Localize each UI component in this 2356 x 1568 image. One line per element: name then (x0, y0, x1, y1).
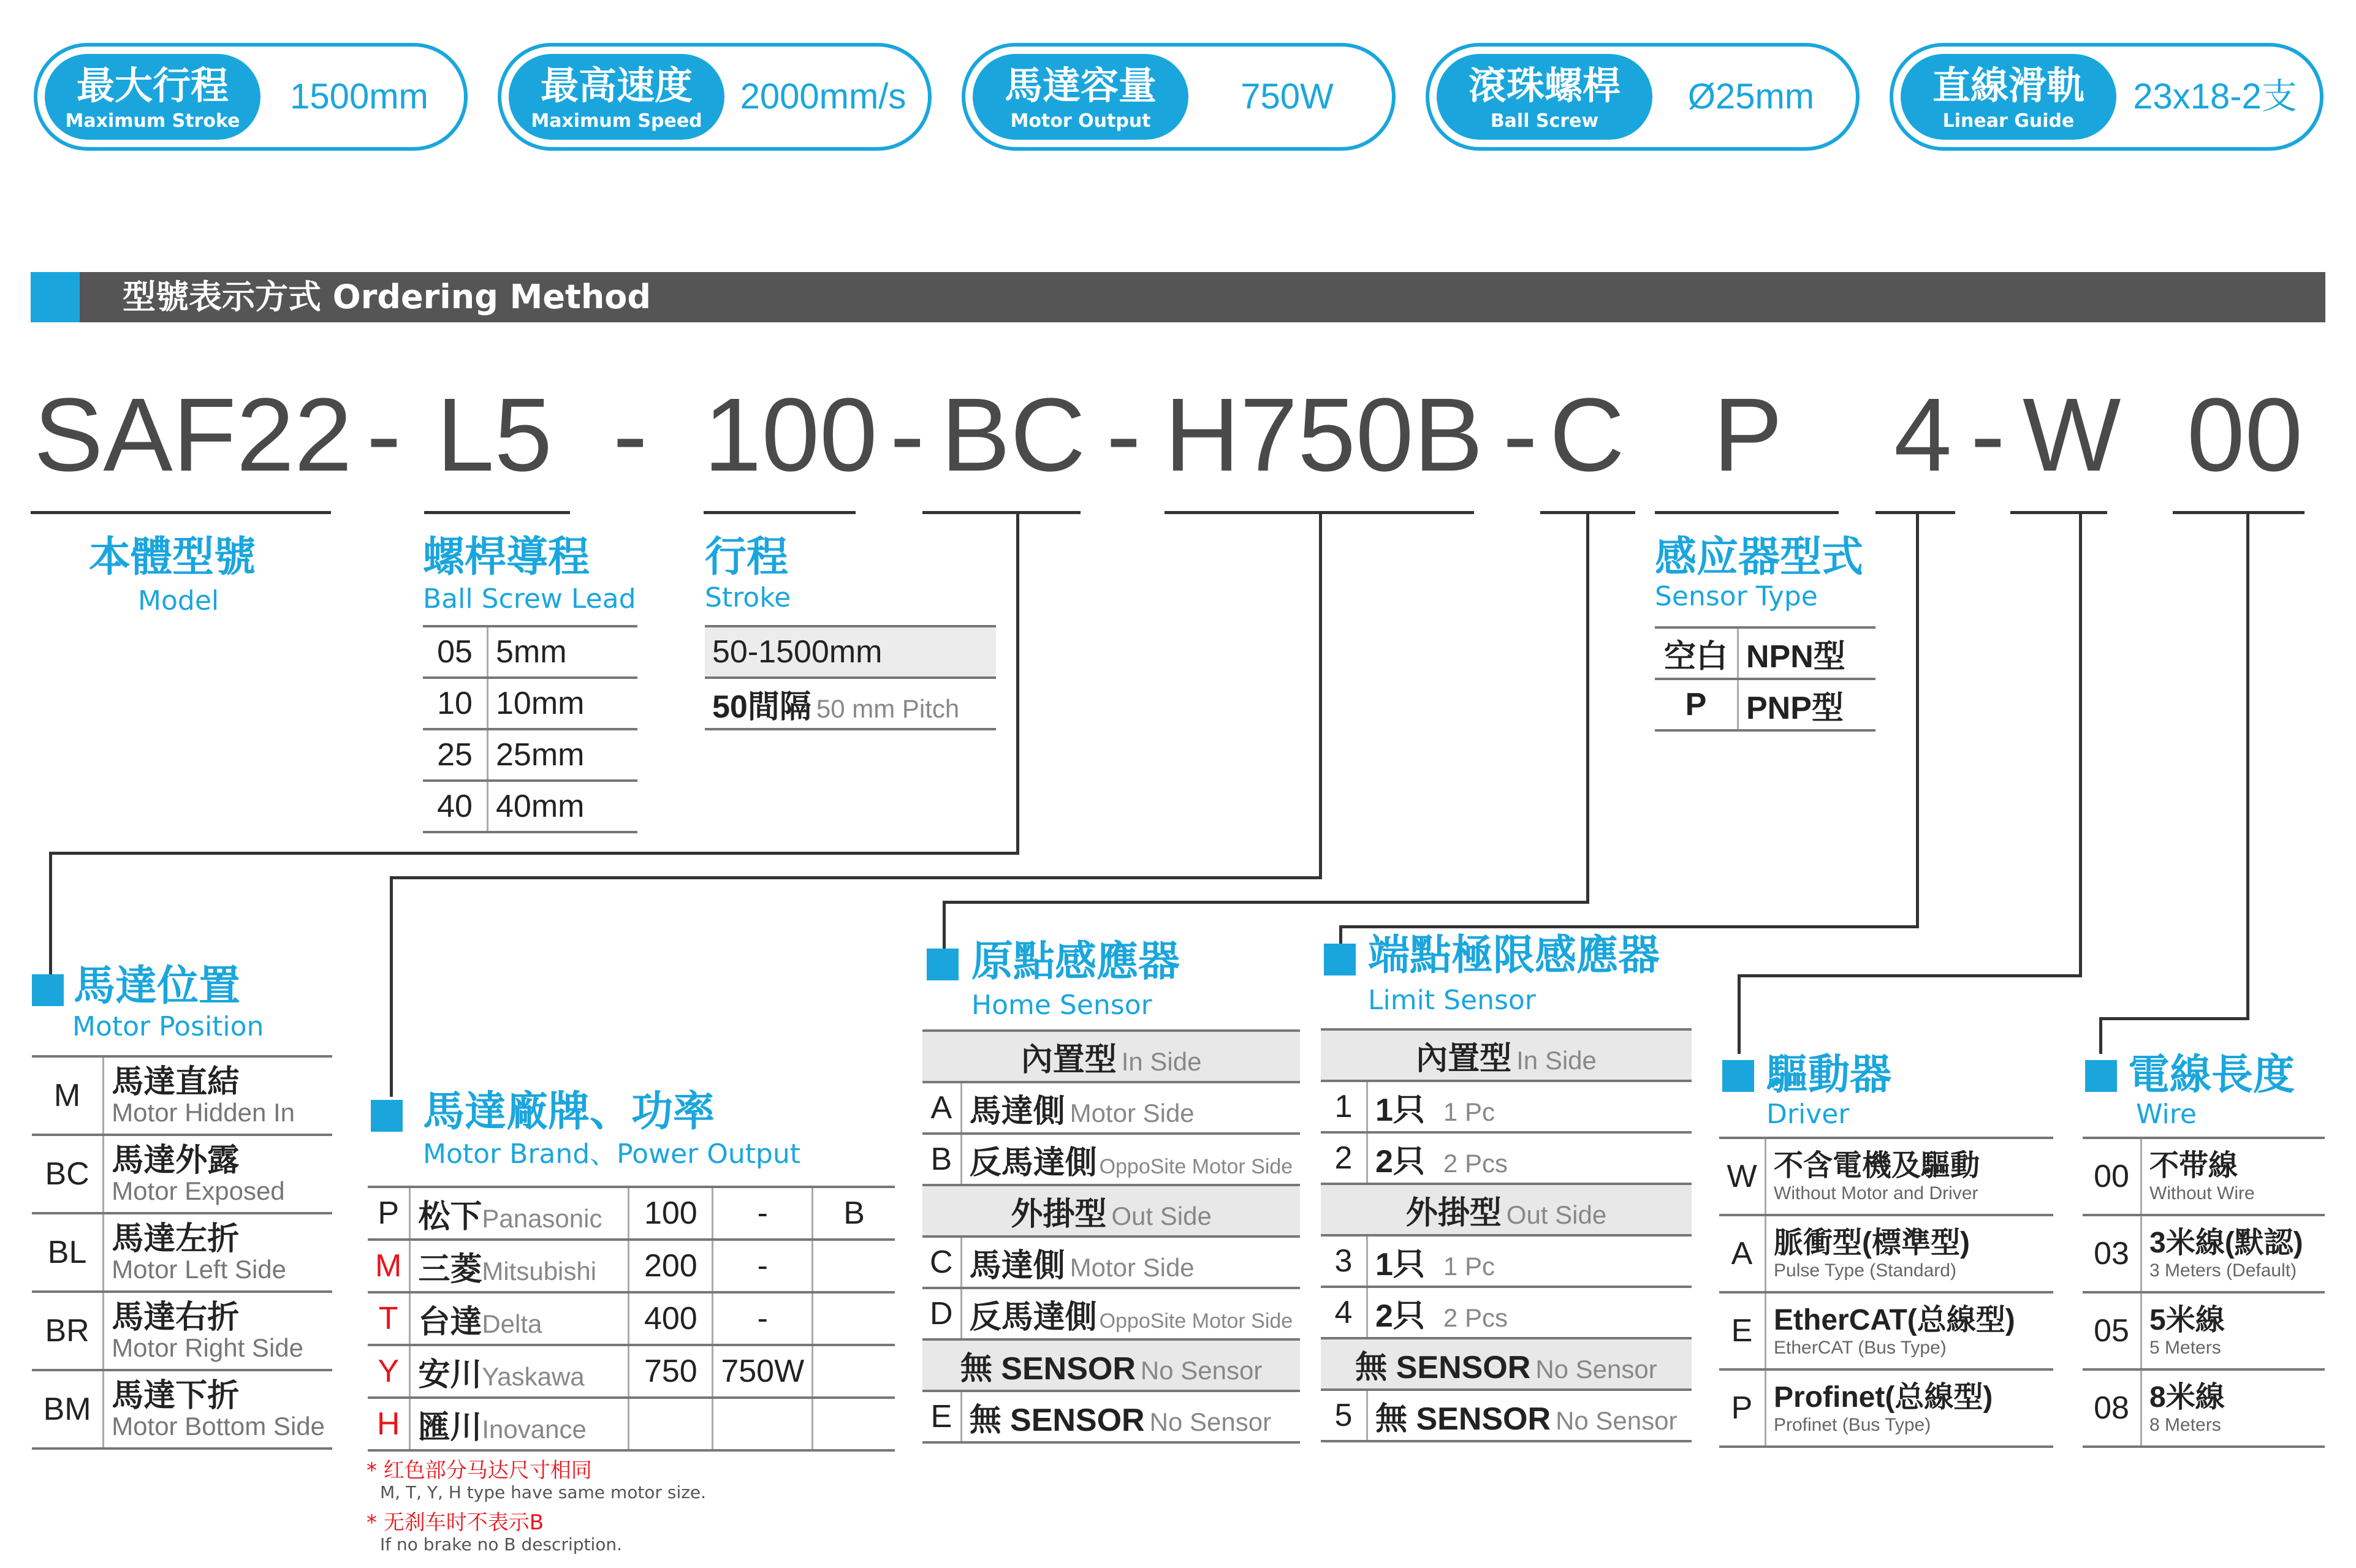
spec-label: 直線滑軌 (1932, 63, 2084, 108)
table-row (1321, 1081, 1692, 1132)
sensor-type-heading-en: Sensor Type (1655, 581, 1818, 612)
brand-code: P (368, 1187, 410, 1240)
limit-group-none: 無 SENSOR (1355, 1349, 1531, 1385)
wire-zh: 8米線 (2149, 1381, 2225, 1414)
motor-position-table (32, 1055, 332, 1450)
spec-label: 最高速度 (540, 63, 693, 108)
code-underline (424, 511, 570, 514)
note-red-motor: * 红色部分马达尺寸相同 (367, 1458, 592, 1483)
brand-power-2: - (713, 1187, 813, 1240)
motor-position-heading-en: Motor Position (72, 1011, 264, 1042)
model-heading: 本體型號 (89, 533, 256, 581)
table-row (705, 626, 996, 678)
connector-line (49, 852, 1019, 855)
wire-code: 03 (2083, 1215, 2141, 1292)
section-square (2085, 1060, 2117, 1092)
motor-position-en: Motor Left Side (112, 1255, 286, 1284)
wire-zh: 5米線 (2149, 1304, 2225, 1336)
brand-zh: 松下 (418, 1199, 482, 1235)
limit-zh: 2只 (1375, 1143, 1425, 1180)
stroke-pitch-en: 50 mm Pitch (816, 694, 960, 723)
lead-code: 25 (423, 729, 488, 781)
brand-power: 750 (629, 1345, 713, 1398)
home-group-outside-en: Out Side (1111, 1201, 1212, 1230)
model-heading-en: Model (138, 585, 219, 616)
sensor-type-heading: 感应器型式 (1655, 533, 1864, 581)
brand-power-2: 750W (713, 1345, 813, 1398)
table-row (1655, 679, 1875, 730)
limit-sensor-heading-en: Limit Sensor (1368, 985, 1536, 1016)
brand-code: T (368, 1292, 410, 1345)
code-dash: - (1970, 377, 2005, 493)
table-row (2083, 1138, 2325, 1215)
home-group-none: 無 SENSOR (960, 1350, 1136, 1387)
table-row (922, 1391, 1300, 1442)
driver-zh: EtherCAT(总線型) (1774, 1304, 2015, 1336)
spec-value: Ø25mm (1687, 77, 1815, 116)
table-row (368, 1240, 895, 1292)
table-row (922, 1339, 1300, 1391)
driver-heading: 驅動器 (1766, 1051, 1892, 1099)
table-row (32, 1213, 332, 1292)
limit-en: 2 Pcs (1443, 1148, 1508, 1178)
table-row (2083, 1369, 2325, 1447)
code-driver: W (2023, 377, 2121, 493)
lead-value: 10mm (488, 678, 638, 729)
sensor-type-table (1655, 626, 1875, 732)
driver-table (1719, 1137, 2053, 1448)
home-sensor-heading-en: Home Sensor (971, 990, 1152, 1021)
motor-position-code: BM (32, 1370, 104, 1449)
code-limit-sensor: 4 (1894, 377, 1952, 493)
wire-zh: 不带線 (2149, 1149, 2238, 1182)
driver-en: Without Motor and Driver (1774, 1183, 1978, 1203)
table-row (922, 1134, 1300, 1185)
motor-position-zh: 馬達直結 (112, 1064, 240, 1100)
sensor-type-code: P (1655, 679, 1738, 730)
driver-zh: 脈衝型(標準型) (1774, 1227, 1970, 1259)
code-underline (2010, 511, 2107, 514)
home-group-outside: 外掛型 (1011, 1196, 1107, 1232)
wire-en: 5 Meters (2149, 1338, 2221, 1358)
code-dash: - (367, 377, 401, 493)
stroke-pitch: 50間隔 (712, 689, 811, 725)
table-row (1719, 1292, 2053, 1369)
spec-badge (1437, 54, 1652, 140)
motor-position-zh: 馬達左折 (112, 1221, 240, 1257)
note-brake: * 无刹车时不表示B (367, 1510, 544, 1535)
table-row (32, 1056, 332, 1135)
limit-code: 4 (1321, 1287, 1367, 1338)
table-row (32, 1135, 332, 1213)
table-row (922, 1237, 1300, 1288)
table-row (1321, 1235, 1692, 1287)
limit-en: 1 Pc (1443, 1097, 1495, 1126)
spec-badge (509, 54, 724, 140)
connector-line (1586, 511, 1589, 903)
home-code: E (922, 1391, 961, 1442)
code-dash: - (890, 377, 925, 493)
wire-code: 05 (2083, 1292, 2141, 1369)
motor-position-code: BR (32, 1292, 104, 1370)
motor-position-code: BL (32, 1213, 104, 1292)
table-row (1321, 1132, 1692, 1184)
motor-brand-heading: 馬達廠牌、功率 (423, 1088, 715, 1136)
table-row (1719, 1215, 2053, 1292)
home-group-none-en: No Sensor (1140, 1355, 1263, 1385)
spec-label-en: Ball Screw (1490, 110, 1599, 132)
spec-label: 馬達容量 (1004, 63, 1157, 108)
motor-brand-table (368, 1186, 895, 1452)
driver-code: A (1719, 1215, 1766, 1292)
motor-position-en: Motor Right Side (112, 1333, 303, 1362)
home-sensor-table (922, 1029, 1300, 1444)
table-row (1321, 1338, 1692, 1390)
lead-heading: 螺桿導程 (423, 533, 590, 581)
connector-line (2079, 511, 2082, 977)
limit-code: 5 (1321, 1390, 1367, 1441)
wire-zh: 3米線(默認) (2149, 1227, 2303, 1259)
table-row (1321, 1287, 1692, 1338)
code-stroke: 100 (704, 377, 878, 493)
table-row (423, 678, 637, 729)
home-en: Motor Side (1070, 1252, 1195, 1282)
code-home-sensor: C (1549, 377, 1625, 493)
driver-code: W (1719, 1138, 1766, 1215)
limit-group-none-en: No Sensor (1535, 1354, 1657, 1384)
table-row (423, 626, 637, 678)
motor-position-zh: 馬達外露 (112, 1143, 240, 1178)
wire-code: 08 (2083, 1369, 2141, 1447)
home-code: D (922, 1288, 961, 1339)
brand-code: Y (368, 1345, 410, 1398)
code-lead: L5 (436, 377, 553, 493)
home-zh: 反馬達側 (969, 1145, 1097, 1181)
home-en: Motor Side (1070, 1098, 1195, 1127)
limit-sensor-table (1321, 1028, 1692, 1442)
spec-badge (45, 54, 260, 140)
driver-en: Pulse Type (Standard) (1774, 1260, 1956, 1281)
connector-line (943, 901, 1589, 904)
home-sensor-heading: 原點感應器 (971, 937, 1180, 986)
section-square (1722, 1060, 1754, 1092)
brand-en: Yaskawa (482, 1362, 585, 1391)
table-row (423, 729, 637, 781)
limit-zh: 1只 (1375, 1092, 1425, 1128)
spec-badge (973, 54, 1188, 140)
table-row (1321, 1029, 1692, 1081)
brand-zh: 安川 (418, 1357, 482, 1393)
home-en: OppoSite Motor Side (1099, 1154, 1293, 1178)
table-row (368, 1292, 895, 1345)
limit-en: 1 Pc (1443, 1251, 1495, 1281)
driver-code: E (1719, 1292, 1766, 1369)
limit-en: No Sensor (1556, 1406, 1678, 1435)
lead-heading-en: Ball Screw Lead (423, 583, 636, 615)
spec-label-en: Motor Output (1010, 110, 1151, 132)
wire-heading: 電線長度 (2128, 1051, 2295, 1099)
code-model: SAF22 (34, 377, 352, 493)
connector-line (2099, 1017, 2249, 1020)
connector-line (390, 876, 393, 1097)
code-motor-brand: H750B (1165, 377, 1483, 493)
table-row (1321, 1184, 1692, 1235)
limit-group-inside: 內置型 (1416, 1040, 1512, 1077)
stroke-range: 50-1500mm (705, 626, 996, 678)
brand-brake (813, 1240, 895, 1292)
brand-power-2 (713, 1398, 813, 1450)
lead-value: 40mm (488, 781, 638, 832)
spec-label-en: Maximum Stroke (65, 110, 240, 132)
table-row (922, 1288, 1300, 1339)
sensor-type-value: PNP型 (1738, 679, 1876, 730)
spec-value: 750W (1241, 77, 1334, 116)
driver-en: EtherCAT (Bus Type) (1774, 1338, 1947, 1358)
brand-zh: 台達 (418, 1304, 482, 1340)
lead-code: 40 (423, 781, 488, 832)
brand-zh: 三菱 (418, 1251, 482, 1287)
connector-line (1016, 511, 1019, 854)
table-row (922, 1031, 1300, 1082)
spec-pill-motor (962, 43, 1396, 151)
brand-code: M (368, 1240, 410, 1292)
table-row (1655, 627, 1875, 679)
stroke-table (705, 625, 996, 730)
table-row (705, 678, 996, 729)
table-row (32, 1292, 332, 1370)
connector-line (1916, 511, 1919, 928)
spec-label: 最大行程 (76, 63, 229, 108)
table-row (922, 1185, 1300, 1237)
driver-en: Profinet (Bus Type) (1774, 1415, 1931, 1435)
spec-value: 1500mm (290, 77, 428, 116)
brand-en: Delta (482, 1309, 542, 1338)
connector-line (390, 876, 1322, 879)
motor-position-heading: 馬達位置 (74, 962, 241, 1010)
table-row (32, 1370, 332, 1449)
section-header (31, 272, 2325, 322)
limit-sensor-heading: 端點極限感應器 (1368, 931, 1660, 980)
code-underline (2173, 511, 2305, 514)
table-row (922, 1082, 1300, 1134)
limit-en: 2 Pcs (1443, 1303, 1508, 1332)
brand-power: 200 (629, 1240, 713, 1292)
spec-pill-screw (1426, 43, 1860, 151)
lead-code: 10 (423, 678, 488, 729)
home-en: OppoSite Motor Side (1099, 1309, 1293, 1333)
wire-en: 8 Meters (2149, 1415, 2221, 1435)
brand-power (629, 1398, 713, 1450)
motor-position-zh: 馬達右折 (112, 1300, 240, 1335)
note-brake-en: If no brake no B description. (380, 1534, 623, 1555)
section-title: 型號表示方式 Ordering Method (123, 278, 652, 316)
section-square (927, 949, 959, 980)
sensor-type-code: 空白 (1655, 627, 1738, 679)
home-zh: 反馬達側 (969, 1299, 1097, 1335)
limit-group-outside-en: Out Side (1506, 1200, 1607, 1229)
section-square (1324, 944, 1356, 975)
code-dash: - (613, 377, 648, 493)
brand-power-2: - (713, 1240, 813, 1292)
connector-line (1738, 974, 1741, 1054)
connector-line (943, 901, 946, 950)
home-en: No Sensor (1149, 1407, 1272, 1436)
lead-code: 05 (423, 626, 488, 678)
brand-brake (813, 1345, 895, 1398)
home-group-inside-en: In Side (1121, 1047, 1202, 1076)
code-underline (1875, 511, 1955, 514)
table-row (423, 781, 637, 832)
brand-power: 100 (629, 1187, 713, 1240)
brand-zh: 匯川 (418, 1409, 482, 1445)
connector-line (2099, 1017, 2102, 1054)
sensor-type-value: NPN型 (1738, 627, 1876, 679)
connector-line (1339, 925, 1919, 928)
limit-code: 2 (1321, 1132, 1367, 1184)
code-dash: - (1503, 377, 1538, 493)
connector-line (1738, 974, 2082, 977)
code-sensor-type: P (1713, 377, 1783, 493)
brand-brake (813, 1398, 895, 1450)
wire-table (2083, 1137, 2325, 1448)
home-code: C (922, 1237, 961, 1288)
lead-value: 25mm (488, 729, 638, 781)
spec-pill-stroke (34, 43, 468, 151)
limit-code: 1 (1321, 1081, 1367, 1132)
motor-position-en: Motor Hidden In (112, 1098, 295, 1127)
code-underline (31, 511, 331, 514)
driver-zh: 不含電機及驅動 (1774, 1149, 1980, 1182)
connector-line (2246, 511, 2249, 1020)
motor-position-code: M (32, 1056, 104, 1135)
brand-brake: B (813, 1187, 895, 1240)
section-square (32, 974, 64, 1006)
motor-brand-heading-en: Motor Brand、Power Output (423, 1138, 801, 1170)
table-row (368, 1398, 895, 1450)
driver-zh: Profinet(总線型) (1774, 1381, 1993, 1414)
lead-table (423, 625, 637, 833)
home-code: A (922, 1082, 961, 1134)
table-row (368, 1345, 895, 1398)
table-row (368, 1187, 895, 1240)
motor-position-code: BC (32, 1135, 104, 1213)
table-row (1719, 1138, 2053, 1215)
limit-zh: 1只 (1375, 1246, 1425, 1282)
code-underline (704, 511, 856, 514)
home-group-inside: 內置型 (1020, 1042, 1117, 1078)
wire-code: 00 (2083, 1138, 2141, 1215)
motor-position-zh: 馬達下折 (112, 1378, 240, 1414)
spec-badge (1901, 54, 2116, 140)
brand-en: Panasonic (482, 1203, 602, 1233)
table-row (1321, 1390, 1692, 1441)
connector-line (1319, 511, 1322, 879)
spec-label-en: Linear Guide (1942, 110, 2075, 132)
limit-zh: 2只 (1375, 1298, 1425, 1334)
spec-pill-guide (1890, 43, 2324, 151)
wire-heading-en: Wire (2136, 1099, 2197, 1130)
motor-position-en: Motor Exposed (112, 1176, 285, 1205)
spec-value: 2000mm/s (740, 77, 906, 116)
spec-label-en: Maximum Speed (531, 110, 702, 132)
code-underline (1655, 511, 1839, 514)
brand-en: Inovance (482, 1414, 587, 1444)
limit-group-inside-en: In Side (1516, 1045, 1597, 1075)
code-motor-position: BC (941, 377, 1086, 493)
motor-position-en: Motor Bottom Side (112, 1412, 325, 1441)
section-square (371, 1100, 403, 1132)
wire-en: 3 Meters (Default) (2149, 1260, 2297, 1281)
brand-code: H (368, 1398, 410, 1450)
note-red-motor-en: M, T, Y, H type have same motor size. (380, 1482, 707, 1502)
spec-value: 23x18-2支 (2133, 77, 2297, 116)
brand-power: 400 (629, 1292, 713, 1345)
lead-value: 5mm (488, 626, 638, 678)
brand-brake (813, 1292, 895, 1345)
limit-code: 3 (1321, 1235, 1367, 1287)
stroke-heading-en: Stroke (705, 582, 791, 613)
code-dash: - (1106, 377, 1141, 493)
home-zh: 馬達側 (969, 1248, 1065, 1284)
limit-group-outside: 外掛型 (1405, 1195, 1502, 1231)
wire-en: Without Wire (2149, 1183, 2255, 1203)
home-zh: 馬達側 (969, 1093, 1065, 1129)
code-underline (922, 511, 1081, 514)
limit-zh: 無 SENSOR (1375, 1401, 1551, 1437)
spec-pill-speed (498, 43, 932, 151)
spec-label: 滾珠螺桿 (1468, 63, 1621, 108)
table-row (1719, 1369, 2053, 1447)
stroke-heading: 行程 (705, 533, 789, 581)
table-row (2083, 1292, 2325, 1369)
table-row (2083, 1215, 2325, 1292)
driver-heading-en: Driver (1766, 1099, 1850, 1130)
brand-en: Mitsubishi (482, 1256, 597, 1286)
code-wire: 00 (2187, 377, 2303, 493)
home-code: B (922, 1134, 961, 1185)
section-marker (31, 272, 80, 322)
brand-power-2: - (713, 1292, 813, 1345)
home-zh: 無 SENSOR (969, 1402, 1145, 1438)
driver-code: P (1719, 1369, 1766, 1447)
